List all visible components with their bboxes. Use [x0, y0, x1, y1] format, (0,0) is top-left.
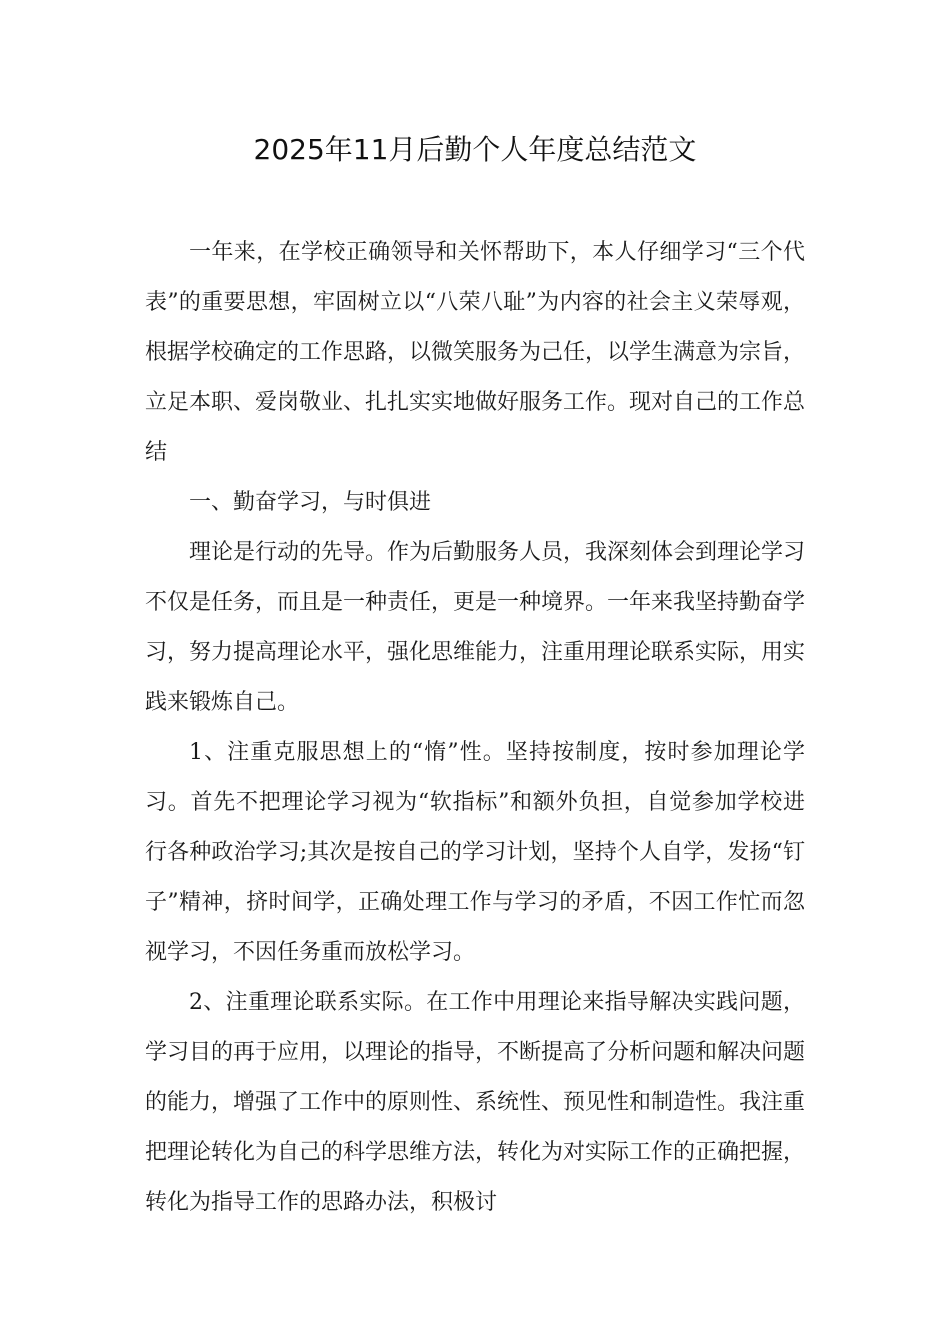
paragraph-point-2: 2、注重理论联系实际。在工作中用理论来指导解决实践问题，学习目的再于应用，以理论的指导，不断提高了分析问题和解决问题的能力，增强了工作中的原则性、系统性、预见性和制造性。我注重把理论转化为自己的科学思维方法，转化为对实际工作的正确把握，转化为指导工作的思路办法，积极讨	[145, 990, 806, 1215]
paragraph-theory: 理论是行动的先导。作为后勤服务人员，我深刻体会到理论学习不仅是任务，而且是一种责任，更是一种境界。一年来我坚持勤奋学习，努力提高理论水平，强化思维能力，注重用理论联系实际，用实践来锻炼自己。	[145, 540, 806, 715]
document-body	[145, 228, 805, 1228]
section-heading-1: 一、勤奋学习，与时俱进	[189, 490, 432, 515]
document-title: 2025年11月后勤个人年度总结范文	[253, 133, 697, 166]
paragraph-point-1: 1、注重克服思想上的“惰”性。坚持按制度，按时参加理论学习。首先不把理论学习视为“软指标”和额外负担，自觉参加学校进行各种政治学习;其次是按自己的学习计划，坚持个人自学，发扬“钉子”精神，挤时间学，正确处理工作与学习的矛盾，不因工作忙而忽视学习，不因任务重而放松学习。	[145, 740, 805, 965]
paragraph-intro: 一年来，在学校正确领导和关怀帮助下，本人仔细学习“三个代表”的重要思想，牢固树立以“八荣八耻”为内容的社会主义荣辱观，根据学校确定的工作思路，以微笑服务为己任，以学生满意为宗旨，立足本职、爱岗敬业、扎扎实实地做好服务工作。现对自己的工作总结	[145, 240, 806, 465]
